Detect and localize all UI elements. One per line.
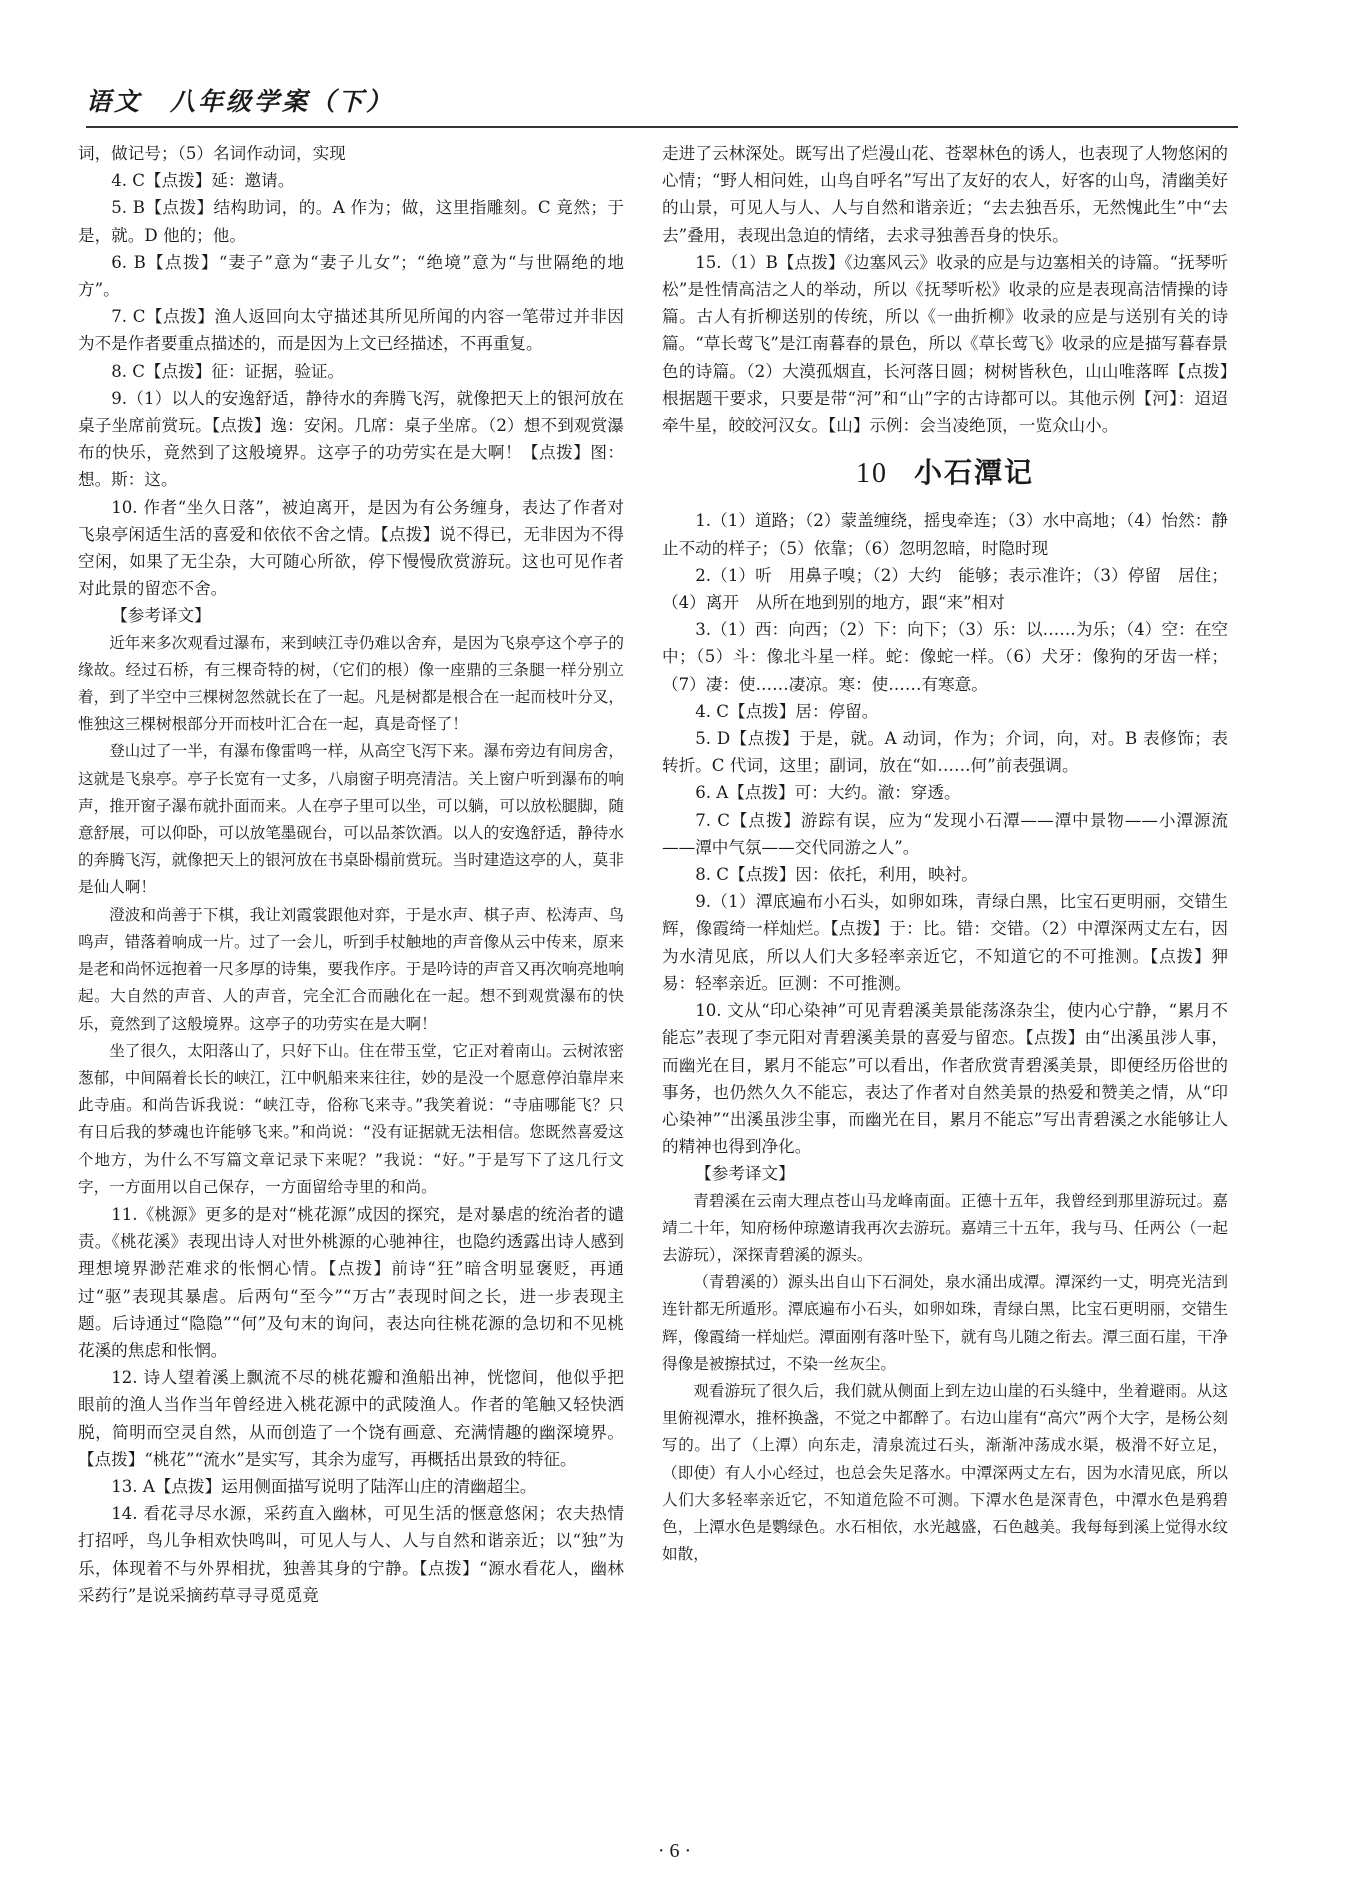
paragraph: 青碧溪在云南大理点苍山马龙峰南面。正德十五年，我曾经到那里游玩过。嘉靖二十年，知府杨仲琼邀请我再次去游玩。嘉靖三十五年，我与马、任两公（一起去游玩），深探青碧溪的源头。: [662, 1191, 1228, 1264]
section-title: [662, 456, 1228, 490]
paragraph: 1.（1）道路；（2）蒙盖缠绕，摇曳牵连；（3）水中高地；（4）怡然：静止不动的样子；（5）依靠；（6）忽明忽暗，时隐时现: [662, 511, 1228, 558]
paragraph: 14. 看花寻尽水源，采药直入幽林，可见生活的惬意悠闲；农夫热情打招呼，鸟儿争相欢快鸣叫，可见人与人、人与自然和谐亲近；以“独”为乐，体现着不与外界相扰，独善其身的宁静。【点拨】“源水看花人，幽林采药行”是说采摘药草寻寻觅觅竟: [78, 1504, 624, 1605]
paragraph: 15.（1）B【点拨】《边塞风云》收录的应是与边塞相关的诗篇。“抚琴听松”是性情高洁之人的举动，所以《抚琴听松》收录的应是表现高洁情操的诗篇。古人有折柳送别的传统，所以《一曲折柳》收录的应是与送别有关的诗篇。“草长莺飞”是江南暮春的景色，所以《草长莺飞》收录的应是描写暮春景色的诗篇。（2）大漠孤烟直，长河落日圆；树树皆秋色，山山唯落晖【点拨】根据题干要求，只要是带“河”和“山”字的古诗都可以。其他示例【河】：迢迢牵牛星，皎皎河汉女。【山】示例：会当凌绝顶，一览众山小。: [662, 252, 1228, 436]
section-number: 10: [855, 458, 888, 490]
paragraph: 13. A【点拨】运用侧面描写说明了陆浑山庄的清幽超尘。: [111, 1476, 537, 1496]
paragraph: 6. B【点拨】“妻子”意为“妻子儿女”；“绝境”意为“与世隔绝的地方”。: [78, 252, 624, 300]
paragraph: 10. 文从“印心染神”可见青碧溪美景能荡涤杂尘，使内心宁静，“累月不能忘”表现了李元阳对青碧溪美景的喜爱与留恋。【点拨】由“出溪虽涉人事，而幽光在目，累月不能忘”可以看出，作者欣赏青碧溪美景，即便经历俗世的事务，也仍然久久不能忘，表达了作者对自然美景的热爱和赞美之情，从“印心染神”“出溪虽涉尘事，而幽光在目，累月不能忘”写出青碧溪之水能够让人的精神也得到净化。: [662, 1001, 1228, 1157]
paragraph: 3.（1）西：向西；（2）下：向下；（3）乐：以……为乐；（4）空：在空中；（5）斗：像北斗星一样。蛇：像蛇一样。（6）犬牙：像狗的牙齿一样；（7）凄：使……凄凉。寒：使……有寒意。: [662, 620, 1228, 694]
paragraph: 走进了云林深处。既写出了烂漫山花、苍翠林色的诱人，也表现了人物悠闲的心情；“野人相问姓，山鸟自呼名”写出了友好的农人，好客的山鸟，清幽美好的山景，可见人与人、人与自然和谐亲近；“去去独吾乐，无然愧此生”中“去去”叠用，表现出急迫的情绪，去求寻独善吾身的快乐。: [662, 144, 1228, 245]
paragraph: 近年来多次观看过瀑布，来到峡江寺仍难以舍弃，是因为飞泉亭这个亭子的缘故。经过石桥，有三棵奇特的树，（它们的根）像一座鼎的三条腿一样分别立着，到了半空中三棵树忽然就长在了一起。凡是树都是根合在一起而枝叶分叉，惟独这三棵树根部分开而枝叶汇合在一起，真是奇怪了！: [78, 633, 624, 734]
paragraph: 澄波和尚善于下棋，我让刘霞裳跟他对弈，于是水声、棋子声、松涛声、鸟鸣声，错落着响成一片。过了一会儿，听到手杖触地的声音像从云中传来，原来是老和尚怀远抱着一尺多厚的诗集，要我作序。于是吟诗的声音又再次响亮地响起。大自然的声音、人的声音，完全汇合而融化在一起。想不到观赏瀑布的快乐，竟然到了这般境界。这亭子的功劳实在是大啊！: [78, 905, 624, 1033]
paragraph: 9.（1）潭底遍布小石头，如卵如珠，青绿白黑，比宝石更明丽，交错生辉，像霞绮一样灿烂。【点拨】于：比。错：交错。（2）中潭深两丈左右，因为水清见底，所以人们大多轻率亲近它，不知道它的不可推测。【点拨】狎易：轻率亲近。叵测：不可推测。: [662, 892, 1228, 993]
paragraph: 5. B【点拨】结构助词，的。A 作为；做，这里指雕刻。C 竟然；于是，就。D 他的；他。: [78, 198, 624, 245]
paragraph: 坐了很久，太阳落山了，只好下山。住在带玉堂，它正对着南山。云树浓密葱郁，中间隔着长长的峡江，江中帆船来来往往，妙的是没一个愿意停泊靠岸来此寺庙。和尚告诉我说：“峡江寺，俗称飞来寺。”我笑着说：“寺庙哪能飞？只有日后我的梦魂也许能够飞来。”和尚说：“没有证据就无法相信。您既然喜爱这个地方，为什么不写篇文章记录下来呢？”我说：“好。”于是写下了这几行文字，一方面用以自己保存，一方面留给寺里的和尚。: [78, 1041, 624, 1196]
paragraph: 4. C【点拨】延：邀请。: [111, 171, 295, 191]
paragraph: 登山过了一半，有瀑布像雷鸣一样，从高空飞泻下来。瀑布旁边有间房舍，这就是飞泉亭。亭子长宽有一丈多，八扇窗子明亮清洁。关上窗户听到瀑布的响声，推开窗子瀑布就扑面而来。人在亭子里可以坐，可以躺，可以放松腿脚，随意舒展，可以仰卧，可以放笔墨砚台，可以品茶饮酒。以人的安逸舒适，静待水的奔腾飞泻，就像把天上的银河放在书桌卧榻前赏玩。当时建造这亭的人，莫非是仙人啊！: [78, 742, 624, 897]
paragraph: 8. C【点拨】因：依托，利用，映衬。: [695, 865, 978, 885]
paragraph: 词，做记号；（5）名词作动词，实现: [78, 144, 346, 163]
paragraph: 【参考译文】: [695, 1164, 795, 1184]
paragraph: 10. 作者“坐久日落”，被迫离开，是因为有公务缠身，表达了作者对飞泉亭闲适生活的喜爱和依依不舍之情。【点拨】说不得已，无非因为不得空闲，如果了无尘杂，大可随心所欲，停下慢慢欣赏游玩。这也可见作者对此景的留恋不舍。: [78, 497, 624, 599]
paragraph: 6. A【点拨】可：大约。澈：穿透。: [695, 783, 961, 803]
paragraph: 12. 诗人望着溪上飘流不尽的桃花瓣和渔船出神，恍惚间，他似乎把眼前的渔人当作当年曾经进入桃花源中的武陵渔人。作者的笔触又轻快洒脱，简明而空灵自然，从而创造了一个饶有画意、充满情趣的幽深境界。【点拨】“桃花”“流水”是实写，其余为虚写，再概括出景致的特征。: [78, 1368, 624, 1469]
paragraph: 5. D【点拨】于是，就。A 动词，作为；介词，向，对。B 表修饰；表转折。C 代词，这里；副词，放在“如……何”前表强调。: [662, 729, 1228, 776]
left-column: [78, 140, 624, 1609]
paragraph: （青碧溪的）源头出自山下石洞处，泉水涌出成潭。潭深约一丈，明亮光洁到连针都无所遁形。潭底遍布小石头，如卵如珠，青绿白黑，比宝石更明丽，交错生辉，像霞绮一样灿烂。潭面刚有落叶坠下，就有鸟儿随之衔去。潭三面石崖，干净得像是被擦拭过，不染一丝灰尘。: [662, 1273, 1228, 1373]
right-column: [662, 140, 1228, 1568]
paragraph: 观看游玩了很久后，我们就从侧面上到左边山崖的石头缝中，坐着避雨。从这里俯视潭水，推杯换盏，不觉之中都醉了。右边山崖有“高穴”两个大字，是杨公刻写的。出了（上潭）向东走，清泉流过石头，渐渐冲荡成水渠，极滑不好立足，（即使）有人小心经过，也总会失足落水。中潭深两丈左右，因为水清见底，所以人们大多轻率亲近它，不知道危险不可测。下潭水色是深青色，中潭水色是鸦碧色，上潭水色是鹦绿色。水石相依，水光越盛，石色越美。我每每到溪上觉得水纹如散，: [662, 1381, 1228, 1564]
paragraph: 7. C【点拨】游踪有误，应为“发现小石潭——潭中景物——小潭源流——潭中气氛——交代同游之人”。: [662, 810, 1228, 857]
header-title: 语文 八年级学案（下）: [86, 87, 395, 116]
paragraph: 11.《桃源》更多的是对“桃花源”成因的探究，是对暴虐的统治者的谴责。《桃花溪》表现出诗人对世外桃源的心驰神往，也隐约透露出诗人感到理想境界渺茫难求的怅惘心情。【点拨】前诗“狂”暗含明显褒贬，再通过“驱”表现其暴虐。后两句“至今”“万古”表现时间之长，进一步表现主题。后诗通过“隐隐”“何”及句末的询问，表达向往桃花源的急切和不见桃花溪的焦虑和怅惘。: [78, 1204, 624, 1360]
right-column-bottom: [662, 507, 1228, 1568]
paragraph: 4. C【点拨】居：停留。: [695, 701, 879, 721]
right-column-top: [662, 140, 1228, 439]
paragraph: 8. C【点拨】征：证据，验证。: [111, 361, 345, 381]
paragraph: 【参考译文】: [111, 606, 211, 626]
paragraph: 9.（1）以人的安逸舒适，静待水的奔腾飞泻，就像把天上的银河放在桌子坐席前赏玩。【点拨】逸：安闲。几席：桌子坐席。（2）想不到观赏瀑布的快乐，竟然到了这般境界。这亭子的功劳实在是大啊！【点拨】图：想。斯：这。: [78, 388, 624, 490]
paragraph: 7. C【点拨】渔人返回向太守描述其所见所闻的内容一笔带过并非因为不是作者要重点描述的，而是因为上文已经描述，不再重复。: [78, 307, 624, 354]
paragraph: 2.（1）听 用鼻子嗅；（2）大约 能够；表示准许；（3）停留 居住；（4）离开 从所在地到别的地方，跟“来”相对: [662, 565, 1228, 613]
page-header: [86, 76, 1238, 128]
page-number: · 6 ·: [657, 1840, 692, 1862]
section-title-text: 小石潭记: [913, 456, 1034, 490]
